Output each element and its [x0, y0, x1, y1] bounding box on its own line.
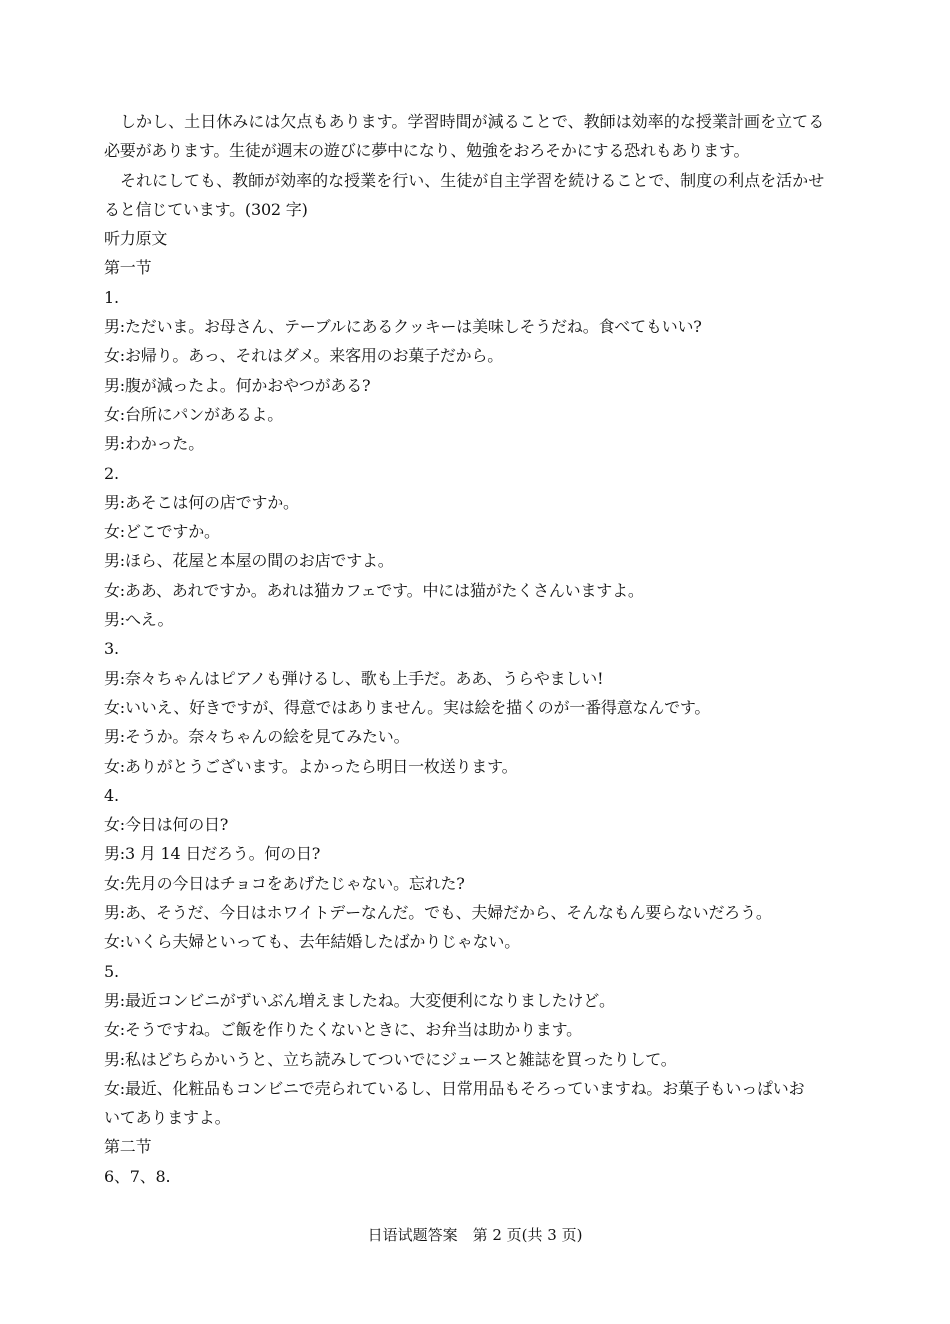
dialogue-2-number: 2.: [104, 463, 119, 483]
dialogue-line: 男:ほら、花屋と本屋の間のお店ですよ。: [104, 551, 394, 571]
dialogue-line: 男:ただいま。お母さん、テーブルにあるクッキーは美味しそうだね。食べてもいい?: [104, 317, 702, 337]
page-content: [104, 107, 824, 1191]
page-footer: 日语试题答案 第 2 页(共 3 页): [367, 1226, 583, 1244]
dialogue-line: 男:腹が減ったよ。何かおやつがある?: [104, 375, 371, 395]
dialogue-line-continued: いてありますよ。: [104, 1108, 231, 1128]
transcript-heading: 听力原文: [104, 229, 168, 249]
dialogue-line: 女:先月の今日はチョコをあげたじゃない。忘れた?: [104, 873, 465, 893]
dialogue-line: 女:今日は何の日?: [104, 815, 229, 835]
dialogue-line: 男:あ、そうだ、今日はホワイトデーなんだ。でも、夫婦だから、そんなもん要らないだろう。: [104, 903, 772, 923]
dialogue-line: 女:ああ、あれですか。あれは猫カフェです。中には猫がたくさんいますよ。: [104, 580, 644, 600]
dialogue-1-number: 1.: [104, 287, 119, 307]
essay-paragraph-1: しかし、土日休みには欠点もあります。学習時間が減ることで、教師は効率的な授業計画を立てる必要があります。生徒が週末の遊びに夢中になり、勉強をおろそかにする恐れもあります。: [104, 112, 824, 161]
dialogue-line: 男:わかった。: [104, 434, 204, 454]
dialogue-line: 女:どこですか。: [104, 522, 220, 542]
dialogue-line: 女:そうですね。ご飯を作りたくないときに、お弁当は助かります。: [104, 1020, 582, 1040]
dialogue-4-number: 4.: [104, 785, 119, 805]
dialogue-line: 女:お帰り。あっ、それはダメ。来客用のお菓子だから。: [104, 346, 504, 366]
dialogue-line: 女:最近、化粧品もコンビニで売られているし、日常用品もそろっていますね。お菓子もいっぱいお: [104, 1078, 805, 1098]
section-2-numbers: 6、7、8.: [104, 1166, 171, 1186]
dialogue-line: 男:あそこは何の店ですか。: [104, 492, 299, 512]
section-2-heading: 第二节: [104, 1137, 152, 1157]
dialogue-line: 男:へえ。: [104, 610, 174, 630]
dialogue-3-number: 3.: [104, 639, 119, 659]
dialogue-line: 男:最近コンビニがずいぶん増えましたね。大変便利になりましたけど。: [104, 990, 615, 1010]
dialogue-line: 女:ありがとうございます。よかったら明日一枚送ります。: [104, 756, 518, 776]
dialogue-5-number: 5.: [104, 961, 119, 981]
dialogue-line: 女:台所にパンがあるよ。: [104, 404, 283, 424]
dialogue-line: 男:そうか。奈々ちゃんの絵を見てみたい。: [104, 727, 410, 747]
section-1-heading: 第一节: [104, 258, 152, 278]
dialogue-line: 男:私はどちらかいうと、立ち読みしてついでにジュースと雑誌を買ったりして。: [104, 1049, 677, 1069]
dialogue-line: 女:いくら夫婦といっても、去年結婚したばかりじゃない。: [104, 932, 520, 952]
dialogue-line: 女:いいえ、好きですが、得意ではありません。実は絵を描くのが一番得意なんです。: [104, 697, 711, 717]
dialogue-line: 男:3 月 14 日だろう。何の日?: [104, 844, 321, 864]
essay-paragraph-2: それにしても、教師が効率的な授業を行い、生徒が自主学習を続けることで、制度の利点を活かせると信じています。(302 字): [104, 170, 824, 219]
dialogue-line: 男:奈々ちゃんはピアノも弾けるし、歌も上手だ。ああ、うらやましい!: [104, 668, 604, 688]
